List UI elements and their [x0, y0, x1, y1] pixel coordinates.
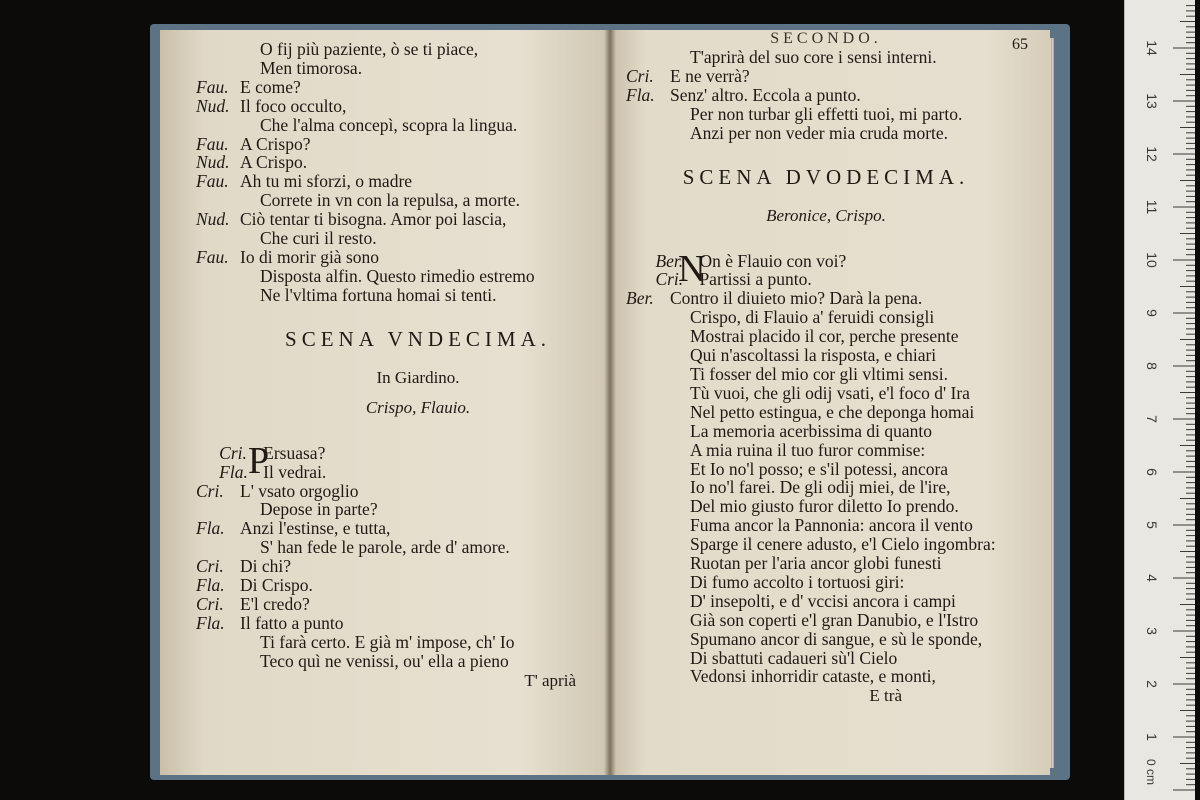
- verse-line: [680, 535, 1022, 554]
- scene-location: In Giardino.: [376, 367, 460, 387]
- speaker-label: Nud.: [196, 209, 230, 230]
- line-text: Ruotan per l'aria ancor globi funesti: [690, 553, 942, 574]
- line-text: Anzi l'estinse, e tutta,: [240, 518, 391, 539]
- left-page-text-bottom: [196, 480, 586, 671]
- verse-line: [196, 518, 586, 539]
- speaker-label: Fau.: [196, 246, 229, 267]
- speaker-label: Nud.: [196, 152, 230, 173]
- catchword: E trà: [869, 686, 902, 706]
- right-page-text-bottom: [626, 288, 1022, 687]
- verse-line: [680, 478, 1022, 497]
- verse-line: [250, 500, 586, 519]
- ruler-number: 13: [1144, 93, 1160, 109]
- line-text: Il fatto a punto: [240, 612, 344, 633]
- ruler-number: 7: [1144, 415, 1160, 423]
- ruler-ticks: [1125, 0, 1195, 800]
- page-number: 65: [1012, 36, 1028, 53]
- verse-line: [196, 593, 586, 614]
- verse-line: [680, 105, 1022, 124]
- ruler-number: 3: [1144, 627, 1160, 635]
- line-text: Et Io no'l posso; e s'il potessi, ancora: [690, 458, 949, 479]
- ruler-number: 12: [1144, 146, 1160, 162]
- line-text: Di sbattuti cadaueri sù'l Cielo: [690, 647, 898, 668]
- line-text: Per non turbar gli effetti tuoi, mi parto.: [690, 103, 963, 124]
- scene-characters: Crispo, Flauio.: [365, 397, 471, 417]
- verse-line: [680, 403, 1022, 422]
- ruler-number: 1: [1144, 733, 1160, 741]
- line-text: Spumano ancor di sangue, e sù le sponde,: [690, 628, 983, 649]
- speaker-label: Cri.: [655, 269, 684, 290]
- speaker-label: Fla.: [196, 575, 225, 596]
- line-text: Mostrai placido il cor, perche presente: [690, 326, 959, 347]
- line-text: Ersuasa?: [263, 442, 326, 463]
- speaker-label: Cri.: [219, 442, 247, 463]
- line-text: Sparge il cenere adusto, e'l Cielo ingombra:: [690, 534, 996, 555]
- line-text: Depose in parte?: [260, 499, 378, 520]
- verse-line: [680, 346, 1022, 365]
- ruler-number: 8: [1144, 362, 1160, 370]
- verse-line: [680, 497, 1022, 516]
- line-text: Partissi a punto.: [699, 269, 812, 290]
- right-page: [610, 30, 1050, 775]
- verse-line: [680, 516, 1022, 535]
- right-page-text-top: [626, 47, 1022, 143]
- line-text: Del mio giusto furor diletto Io prendo.: [690, 496, 959, 517]
- verse-line: [196, 209, 586, 230]
- verse-line: [196, 575, 586, 596]
- speaker-label: Cri.: [196, 593, 224, 614]
- line-text: Di Crispo.: [240, 575, 313, 596]
- line-text: E come?: [240, 76, 301, 97]
- speaker-label: Fau.: [196, 171, 229, 192]
- ruler-number: 2: [1144, 680, 1160, 688]
- verse-line: [626, 288, 1022, 309]
- verse-line: [680, 667, 1022, 686]
- speaker-label: Fla.: [196, 518, 225, 539]
- ruler-number: 14: [1144, 40, 1160, 56]
- verse-line: [196, 152, 586, 173]
- verse-line: [680, 649, 1022, 668]
- speaker-label: Fla.: [626, 84, 655, 105]
- scene-title-undecima: SCENA VNDECIMA.: [285, 326, 551, 351]
- line-text: Ti fosser del mio cor gli vltimi sensi.: [690, 363, 948, 384]
- line-text: Teco quì ne venissi, ou' ella a pieno: [260, 650, 509, 671]
- verse-line: [196, 76, 586, 97]
- line-text: Di fumo accolto i tortuosi giri:: [690, 571, 905, 592]
- line-text: Crispo, di Flauio a' feruidi consigli: [690, 307, 935, 328]
- line-text: A mia ruina il tuo furor commise:: [690, 439, 926, 460]
- speaker-label: Fla.: [219, 461, 248, 482]
- line-text: L' vsato orgoglio: [240, 480, 359, 501]
- line-text: Di chi?: [240, 556, 292, 577]
- line-text: E'l credo?: [240, 593, 310, 614]
- ruler-number: 5: [1144, 521, 1160, 529]
- verse-line: [680, 460, 1022, 479]
- verse-line: [680, 365, 1022, 384]
- line-text: Contro il diuieto mio? Darà la pena.: [670, 288, 923, 309]
- verse-line: [626, 65, 1022, 86]
- verse-line: [680, 308, 1022, 327]
- line-text: T'aprirà del suo core i sensi interni.: [690, 47, 937, 67]
- verse-line: [250, 538, 586, 557]
- line-text: Vedonsi inhorridir cataste, e monti,: [690, 666, 936, 687]
- verse-line: [250, 267, 586, 286]
- speaker-label: Fau.: [196, 133, 229, 154]
- dialogue-line: [219, 461, 586, 482]
- line-text: Anzi per non veder mia cruda morte.: [690, 122, 949, 143]
- line-text: Il vedrai.: [263, 461, 327, 482]
- left-page: [160, 30, 610, 775]
- dialogue-line: [655, 269, 1022, 290]
- ruler-number: 9: [1144, 309, 1160, 317]
- scene-characters: Beronice, Crispo.: [766, 205, 886, 225]
- verse-line: [196, 480, 586, 501]
- verse-line: [196, 556, 586, 577]
- line-text: O fij più paziente, ò se ti piace,: [260, 39, 479, 59]
- line-text: Nel petto estingua, e che deponga homai: [690, 401, 975, 422]
- verse-line: [196, 612, 586, 633]
- catchword: T' aprià: [524, 670, 576, 690]
- verse-line: [196, 171, 586, 192]
- ruler-number: 10: [1144, 252, 1160, 268]
- line-text: Ciò tentar ti bisogna. Amor poi lascia,: [240, 209, 507, 230]
- verse-line: [680, 554, 1022, 573]
- verse-line: [196, 246, 586, 267]
- speaker-label: Nud.: [196, 95, 230, 116]
- verse-line: [250, 191, 586, 210]
- line-text: Io no'l farei. De gli odij miei, de l'ire,: [690, 477, 951, 498]
- speaker-label: Ber.: [655, 250, 684, 271]
- ruler-number: 11: [1144, 199, 1160, 215]
- line-text: Ti farà certo. E già m' impose, ch' Io: [260, 631, 515, 652]
- speaker-label: Cri.: [196, 480, 224, 501]
- line-text: Tù vuoi, che gli odij vsati, e'l foco d' Ira: [690, 382, 970, 403]
- ruler-unit-label: 0 cm: [1144, 758, 1158, 786]
- verse-line: [250, 59, 586, 78]
- line-text: Senz' altro. Eccola a punto.: [670, 84, 861, 105]
- line-text: On è Flauio con voi?: [699, 250, 847, 271]
- verse-line: [250, 116, 586, 135]
- line-text: D' insepolti, e d' vccisi ancora i campi: [690, 590, 956, 611]
- verse-line: [680, 611, 1022, 630]
- running-head: SECONDO.: [770, 30, 882, 47]
- line-text: Disposta alfin. Questo rimedio estremo: [260, 265, 535, 286]
- verse-line: [196, 95, 586, 116]
- verse-line: [680, 573, 1022, 592]
- verse-line: [250, 633, 586, 652]
- verse-line: [680, 327, 1022, 346]
- scene-title-duodecima: SCENA DVODECIMA.: [682, 164, 970, 189]
- line-text: S' han fede le parole, arde d' amore.: [260, 537, 510, 558]
- line-text: Fuma ancor la Pannonia: ancora il vento: [690, 515, 973, 536]
- line-text: Il foco occulto,: [240, 95, 347, 116]
- speaker-label: Ber.: [626, 288, 654, 309]
- left-page-text-top: [196, 39, 586, 305]
- line-text: Che curi il resto.: [260, 228, 377, 249]
- line-text: A Crispo?: [240, 133, 311, 154]
- verse-line: [250, 40, 586, 59]
- line-text: La memoria acerbissima di quanto: [690, 420, 933, 441]
- verse-line: [680, 422, 1022, 441]
- verse-line: [680, 592, 1022, 611]
- line-text: Ne l'vltima fortuna homai si tenti.: [260, 284, 497, 305]
- verse-line: [680, 630, 1022, 649]
- line-text: E ne verrà?: [670, 65, 750, 86]
- line-text: Ah tu mi sforzi, o madre: [240, 171, 413, 192]
- line-text: Già son coperti e'l gran Danubio, e l'Istro: [690, 609, 979, 630]
- verse-line: [250, 652, 586, 671]
- ruler-number: 4: [1144, 574, 1160, 582]
- verse-line: [250, 286, 586, 305]
- speaker-label: Fla.: [196, 612, 225, 633]
- drop-cap-n: N: [678, 247, 706, 290]
- line-text: A Crispo.: [240, 152, 308, 173]
- book-gutter: [604, 30, 616, 775]
- speaker-label: Cri.: [626, 65, 654, 86]
- ruler-number: 6: [1144, 468, 1160, 476]
- verse-line: [626, 84, 1022, 105]
- verse-line: [680, 48, 1022, 67]
- speaker-label: Fau.: [196, 76, 229, 97]
- verse-line: [196, 133, 586, 154]
- verse-line: [250, 229, 586, 248]
- line-text: Io di morir già sono: [240, 246, 380, 267]
- line-text: Che l'alma concepì, scopra la lingua.: [260, 114, 518, 135]
- verse-line: [680, 124, 1022, 143]
- scale-ruler: [1124, 0, 1195, 800]
- line-text: Qui n'ascoltassi la risposta, e chiari: [690, 345, 937, 366]
- verse-line: [680, 384, 1022, 403]
- speaker-label: Cri.: [196, 556, 224, 577]
- line-text: Correte in vn con la repulsa, a morte.: [260, 190, 520, 211]
- drop-cap-p: P: [248, 439, 270, 482]
- line-text: Men timorosa.: [260, 57, 363, 78]
- verse-line: [680, 441, 1022, 460]
